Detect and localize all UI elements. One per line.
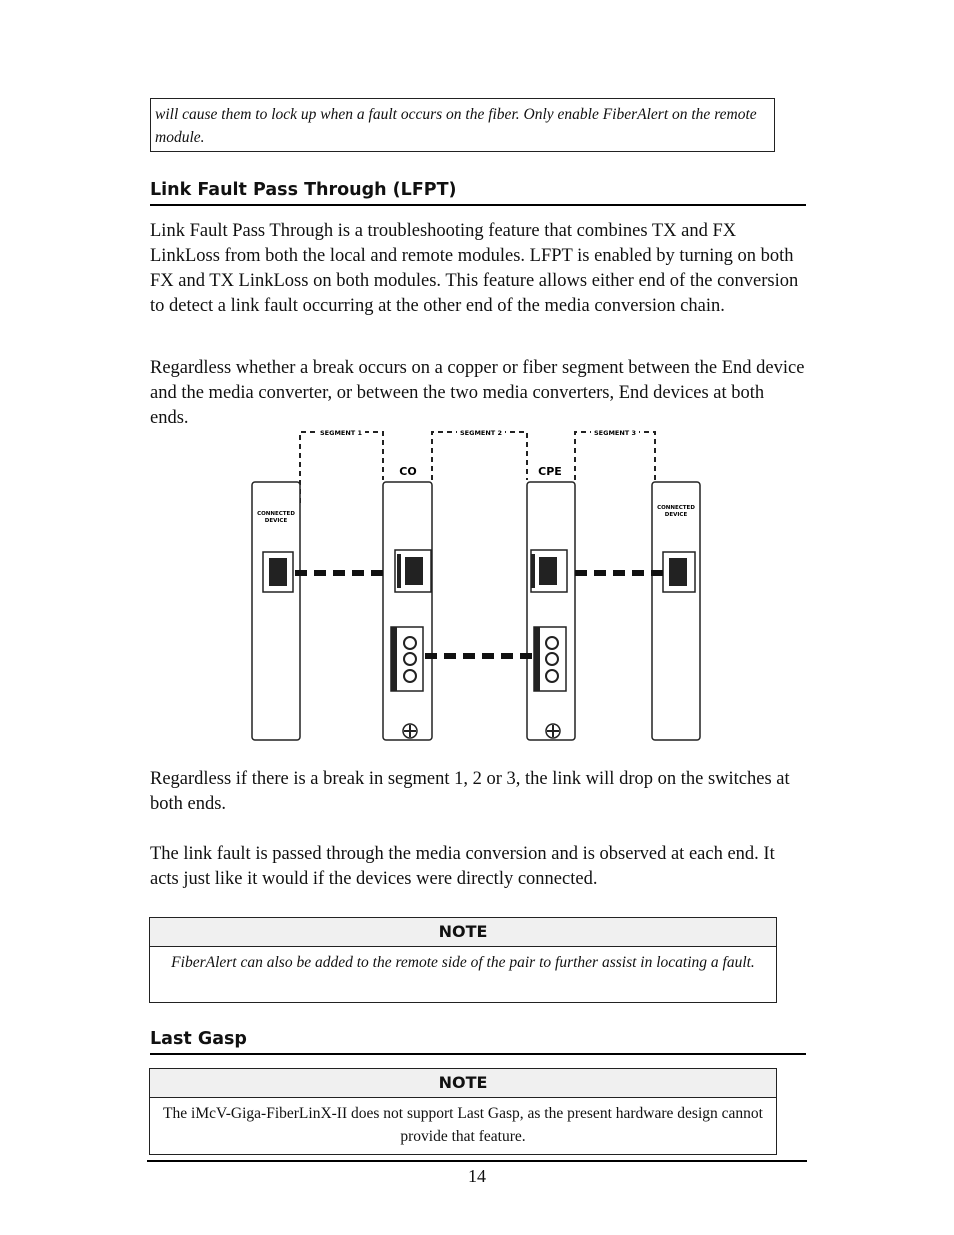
lfpt-paragraph-4: The link fault is passed through the media conversion and is observed at each end. It acts just like it would if the devices were directly connected. (150, 844, 775, 889)
left-device-label-2: DEVICE (264, 518, 288, 524)
note-header: NOTE (150, 918, 776, 947)
segment-2-label: SEGMENT 2 (459, 429, 503, 437)
footer-rule (147, 1160, 807, 1162)
note-header: NOTE (150, 1069, 776, 1098)
last-gasp-note (149, 1068, 777, 1155)
continued-note-text: will cause them to lock up when a fault occurs on the fiber. Only enable FiberAlert on the remote module. (155, 106, 757, 146)
lfpt-paragraph-3: Regardless if there is a break in segment 1, 2 or 3, the link will drop on the switches at both ends. (150, 769, 790, 814)
segment-1-bracket (300, 432, 383, 503)
note-body: FiberAlert can also be added to the remote side of the pair to further assist in locating a fault. (171, 954, 755, 971)
right-device-label-1: CONNECTED (657, 505, 695, 511)
co-label: CO (399, 465, 417, 478)
right-device-label-2: DEVICE (664, 512, 688, 518)
page-number: 14 (468, 1166, 486, 1186)
fiberalert-note (149, 917, 777, 1003)
co-module (383, 482, 432, 740)
cpe-label: CPE (538, 465, 562, 478)
segment-1-label: SEGMENT 1 (319, 429, 363, 437)
last-gasp-heading: Last Gasp (150, 1029, 806, 1055)
cpe-module (527, 482, 575, 740)
lfpt-heading: Link Fault Pass Through (LFPT) (150, 180, 806, 206)
segment-2-bracket (432, 432, 527, 480)
continued-note-box (150, 98, 775, 152)
lfpt-paragraph-2: Regardless whether a break occurs on a copper or fiber segment between the End device and the media converter, or between the two media converters, End devices at both ends. (150, 358, 805, 428)
segment-3-bracket (575, 432, 655, 480)
note-body: The iMcV-Giga-FiberLinX-II does not support Last Gasp, as the present hardware design cannot provide that feature. (163, 1105, 763, 1145)
lfpt-paragraph-1: Link Fault Pass Through is a troubleshooting feature that combines TX and FX LinkLoss from both the local and remote modules. LFPT is enabled by turning on both FX and TX LinkLoss on both modules. This feature allows either end of the conversion to detect a link fault occurring at the other end of the media conversion chain. (150, 221, 799, 316)
left-connected-device (252, 482, 300, 740)
right-connected-device (652, 482, 700, 740)
left-device-label-1: CONNECTED (257, 511, 295, 517)
segment-3-label: SEGMENT 3 (593, 429, 637, 437)
lfpt-segment-diagram (245, 425, 710, 747)
